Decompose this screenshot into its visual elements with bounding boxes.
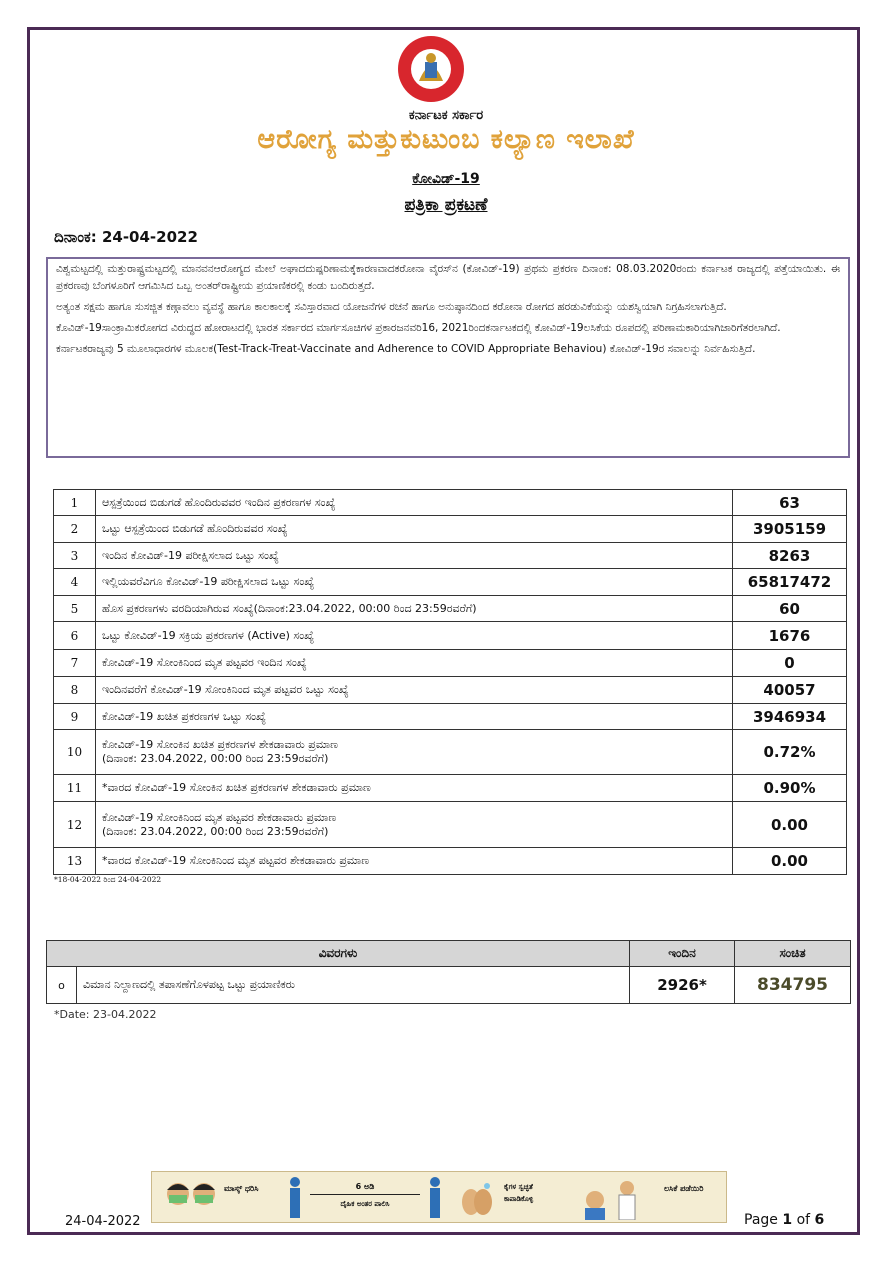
row-number: 10 xyxy=(54,730,96,775)
row-label: *ವಾರದ ಕೋವಿಡ್-19 ಸೋಂಕಿನ ಖಚಿತ ಪ್ರಕರಣಗಳ ಶೇಕಡಾವಾರು ಪ್ರಮಾಣ xyxy=(96,775,733,802)
row-label xyxy=(96,802,733,848)
table-row xyxy=(54,543,847,569)
row-number: 4 xyxy=(54,569,96,596)
row-value: 40057 xyxy=(733,677,847,704)
row-number: 6 xyxy=(54,622,96,650)
department-title: ಆರೋಗ್ಯ ಮತ್ತುಕುಟುಂಬ ಕಲ್ಯಾಣ ಇಲಾಖೆ xyxy=(257,124,635,155)
vaccination-icon xyxy=(577,1176,649,1220)
row-number: 7 xyxy=(54,650,96,677)
row-value: 8263 xyxy=(733,543,847,569)
table-row xyxy=(54,569,847,596)
row-value: 1676 xyxy=(733,622,847,650)
row-label: ಇಂದಿನವರೆಗೆ ಕೋವಿಡ್-19 ಸೋಂಕಿನಿಂದ ಮೃತ ಪಟ್ಟವರ ಒಟ್ಟು ಸಂಖ್ಯೆ xyxy=(96,677,733,704)
header-today: ಇಂದಿನ xyxy=(630,941,735,967)
table-row xyxy=(54,802,847,848)
header-details: ವಿವರಗಳು xyxy=(47,941,630,967)
row-value: 0.90% xyxy=(733,775,847,802)
mask-face-icon xyxy=(164,1178,220,1218)
row-number: 3 xyxy=(54,543,96,569)
row-value: 0.72% xyxy=(733,730,847,775)
page-total: 6 xyxy=(814,1212,825,1228)
airport-screening-table xyxy=(46,940,851,1004)
page-word: Page xyxy=(744,1212,778,1228)
row-value: 65817472 xyxy=(733,569,847,596)
row-label-line: ಕೋವಿಡ್-19 ಸೋಂಕಿನಿಂದ ಮೃತ ಪಟ್ಟವರ ಶೇಕಡಾವಾರು ಪ್ರಮಾಣ xyxy=(102,810,337,824)
intro-paragraph: ಅತ್ಯಂತ ಸಕ್ಷಮ ಹಾಗೂ ಸುಸಜ್ಜಿತ ಕಣ್ಗಾವಲು ವ್ಯವಸ್ಥೆ ಹಾಗೂ ಕಾಲಕಾಲಕ್ಕೆ ಸವಿಸ್ತಾರವಾದ ಯೋಜನೆಗಳ ರಚನೆ ಹಾಗೂ ಅನುಷ್ಠಾನದಿಂದ ಕರೋನಾ ರೋಗದ ಹರಡುವಿಕೆಯನ್ನು ಯಶಸ್ವಿಯಾಗಿ ನಿಗ್ರಹಿಸಲಾಗುತ್ತಿದೆ. xyxy=(56,301,727,313)
row-label: ಒಟ್ಟು ಆಸ್ಪತ್ರೆಯಿಂದ ಬಿಡುಗಡೆ ಹೊಂದಿರುವವರ ಸಂಖ್ಯೆ xyxy=(96,516,733,543)
person-icon xyxy=(427,1176,443,1220)
intro-paragraph: ಕೊವಿಡ್-19ಸಾಂಕ್ರಾಮಿಕರೋಗದ ವಿರುದ್ಧದ ಹೋರಾಟದಲ್ಲಿ ಭಾರತ ಸರ್ಕಾರದ ಮಾರ್ಗಸೂಚಿಗಳ ಪ್ರಕಾರಜನವರಿ16, 2021ರಿಂದಕರ್ನಾಟಕದಲ್ಲಿ ಕೋವಿಡ್-19ಲಸಿಕೆಯ ರೂಪದಲ್ಲಿ ಪರಿಣಾಮಕಾರಿಯಾಗಿಜಾರಿಗೆತರಲಾಗಿದೆ. xyxy=(56,322,781,334)
row-number: 1 xyxy=(54,490,96,516)
hand-wash-icon xyxy=(457,1178,497,1218)
table-row xyxy=(54,775,847,802)
covid-heading xyxy=(0,171,892,187)
document-date: ದಿನಾಂಕ: 24-04-2022 xyxy=(54,228,198,246)
mask-text: ಮಾಸ್ಕ್ ಧರಿಸಿ xyxy=(224,1184,259,1193)
row-value: 0.00 xyxy=(733,848,847,875)
vaccine-text: ಲಸಿಕೆ ಪಡೆಯಿರಿ xyxy=(664,1184,704,1193)
date-note: *Date: 23-04.2022 xyxy=(54,1008,157,1021)
row-label: ಆಸ್ಪತ್ರೆಯಿಂದ ಬಿಡುಗಡೆ ಹೊಂದಿರುವವರ ಇಂದಿನ ಪ್ರಕರಣಗಳ ಸಂಖ್ಯೆ xyxy=(96,490,733,516)
row-value: 3946934 xyxy=(733,704,847,730)
today-value: 2926* xyxy=(630,967,735,1004)
table-row xyxy=(54,677,847,704)
row-label: ಹೊಸ ಪ್ರಕರಣಗಳು ವರದಿಯಾಗಿರುವ ಸಂಖ್ಯೆ(ದಿನಾಂಕ:23.04.2022, 00:00 ರಿಂದ 23:59ರವರೆಗೆ) xyxy=(96,596,733,622)
row-value: 0 xyxy=(733,650,847,677)
row-number: 13 xyxy=(54,848,96,875)
stats-footnote: *18-04-2022 ರಿಂದ 24-04-2022 xyxy=(54,875,162,884)
row-number: 2 xyxy=(54,516,96,543)
covid-word: ಕೋವಿಡ್ xyxy=(412,171,455,187)
row-label: ವಿಮಾನ ನಿಲ್ದಾಣದಲ್ಲಿ ತಪಾಸಣೆಗೊಳಪಟ್ಟ ಒಟ್ಟು ಪ್ರಯಾಣಿಕರು xyxy=(77,967,630,1004)
page-current: 1 xyxy=(782,1212,793,1228)
row-value: 3905159 xyxy=(733,516,847,543)
table-row xyxy=(54,704,847,730)
distance-bottom-text: ದೈಹಿಕ ಅಂತರ ಪಾಲಿಸಿ xyxy=(340,1200,390,1208)
row-label: ಒಟ್ಟು ಕೋವಿಡ್-19 ಸಕ್ರಿಯ ಪ್ರಕರಣಗಳ (Active) ಸಂಖ್ಯೆ xyxy=(96,622,733,650)
row-number: 9 xyxy=(54,704,96,730)
intro-paragraph: ಕರ್ನಾಟಕರಾಜ್ಯವು 5 ಮೂಲಾಧಾರಗಳ ಮೂಲಕ(Test-Track-Treat-Vaccinate and Adherence to COVID Appropriate Behaviou) ಕೋವಿಡ್-19ರ ಸವಾಲನ್ನು ನಿರ್ವಹಿಸುತ್ತಿದೆ. xyxy=(56,343,756,355)
page-number xyxy=(744,1212,824,1228)
row-label: ಕೋವಿಡ್-19 ಖಚಿತ ಪ್ರಕರಣಗಳ ಒಟ್ಟು ಸಂಖ್ಯೆ xyxy=(96,704,733,730)
row-label-line: ಕೋವಿಡ್-19 ಸೋಂಕಿನ ಖಚಿತ ಪ್ರಕರಣಗಳ ಶೇಕಡಾವಾರು ಪ್ರಮಾಣ xyxy=(102,738,338,751)
government-name: ಕರ್ನಾಟಕ ಸರ್ಕಾರ xyxy=(408,108,484,123)
intro-box xyxy=(46,257,850,458)
cumulative-value: 834795 xyxy=(735,967,851,1004)
row-label-line: (ದಿನಾಂಕ: 23.04.2022, 00:00 ರಿಂದ 23:59ರವರೆಗೆ) xyxy=(102,752,329,765)
table-row xyxy=(54,490,847,516)
bullet: o xyxy=(47,967,77,1004)
row-label: *ವಾರದ ಕೋವಿಡ್-19 ಸೋಂಕಿನಿಂದ ಮೃತ ಪಟ್ಟವರ ಶೇಕಡಾವಾರು ಪ್ರಮಾಣ xyxy=(96,848,733,875)
table-row xyxy=(47,967,851,1004)
distance-arrow xyxy=(310,1194,420,1195)
table-row xyxy=(54,730,847,775)
footer-date: 24-04-2022 xyxy=(65,1214,141,1229)
row-number: 8 xyxy=(54,677,96,704)
row-label-line: (ದಿನಾಂಕ: 23.04.2022, 00:00 ರಿಂದ 23:59ರವರೆಗೆ) xyxy=(102,824,329,838)
table-row xyxy=(54,622,847,650)
row-value: 0.00 xyxy=(733,802,847,848)
row-value: 60 xyxy=(733,596,847,622)
header-cumulative: ಸಂಚಿತ xyxy=(735,941,851,967)
karnataka-emblem-icon xyxy=(386,34,476,104)
row-number: 5 xyxy=(54,596,96,622)
intro-paragraph: ವಿಶ್ವಮಟ್ಟದಲ್ಲಿ ಮತ್ತುರಾಷ್ಟ್ರಮಟ್ಟದಲ್ಲಿ ಮಾನವನಆರೋಗ್ಯದ ಮೇಲೆ ಅಘಾದದುಷ್ಪರಿಣಾಮಕ್ಕೆಕಾರಣವಾದಕರೋನಾ ವೈರಸ್‌ನ (ಕೋವಿಡ್-19) ಪ್ರಥಮ ಪ್ರಕರಣ ದಿನಾಂಕ: 08.03.2020ರಂದು ಕರ್ನಾಟಕ ರಾಜ್ಯದಲ್ಲಿ ಪತ್ತೆಯಾಯಿತು. ಈ ಪ್ರಕರಣವು ಬೆಂಗಳೂರಿಗೆ ಆಗಮಿಸಿದ ಒಬ್ಬ ಅಂತರ್‌ರಾಷ್ಟ್ರೀಯ ಪ್ರಯಾಣಿಕರಲ್ಲಿ ಕಂಡು ಬಂದಿರುತ್ತದೆ. xyxy=(56,263,840,292)
table-row xyxy=(54,516,847,543)
stats-table xyxy=(53,489,847,875)
table-row xyxy=(54,848,847,875)
table-row xyxy=(54,596,847,622)
awareness-banner xyxy=(151,1171,727,1223)
press-release-heading: ಪತ್ರಿಕಾ ಪ್ರಕಟಣೆ xyxy=(404,195,488,215)
row-label: ಕೋವಿಡ್-19 ಸೋಂಕಿನಿಂದ ಮೃತ ಪಟ್ಟವರ ಇಂದಿನ ಸಂಖ್ಯೆ xyxy=(96,650,733,677)
person-icon xyxy=(287,1176,303,1220)
hands-text: ಕೈಗಳ ಸ್ವಚ್ಛತೆ ಕಾಪಾಡಿಕೊಳ್ಳಿ xyxy=(504,1183,534,1203)
row-value: 63 xyxy=(733,490,847,516)
covid-number: -19 xyxy=(454,171,480,187)
row-label xyxy=(96,730,733,775)
page-of: of xyxy=(796,1212,811,1228)
row-number: 11 xyxy=(54,775,96,802)
table-header-row xyxy=(47,941,851,967)
table-row xyxy=(54,650,847,677)
row-label: ಇಲ್ಲಿಯವರೆವಿಗೂ ಕೋವಿಡ್-19 ಪರೀಕ್ಷಿಸಲಾದ ಒಟ್ಟು ಸಂಖ್ಯೆ xyxy=(96,569,733,596)
distance-top-text: 6 ಅಡಿ xyxy=(355,1182,375,1191)
row-label: ಇಂದಿನ ಕೋವಿಡ್-19 ಪರೀಕ್ಷಿಸಲಾದ ಒಟ್ಟು ಸಂಖ್ಯೆ xyxy=(96,543,733,569)
row-number: 12 xyxy=(54,802,96,848)
